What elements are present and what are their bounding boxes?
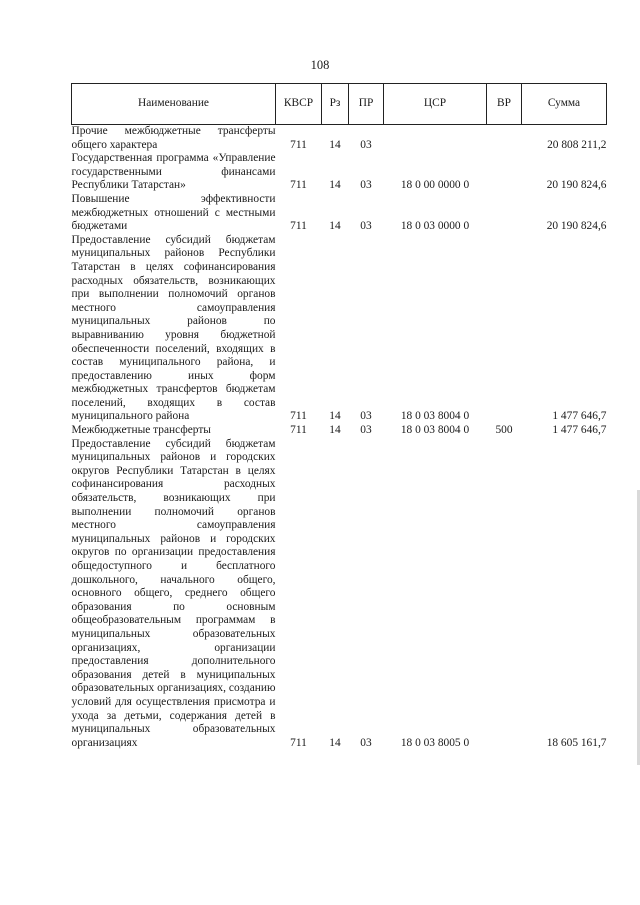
table-row: [72, 234, 607, 424]
row-name: Предоставление субсидий бюджетам муниципальных районов Республики Татарстан в целях софинансирования расходных обязательств, возникающих при выполнении полномочий органов местного самоуправления муниципальных районов по выравниванию уровня бюджетной обеспеченности поселений, входящих в состав муниципального района, и предоставлению иных форм межбюджетных трансфертов бюджетам поселений, входящих в состав муниципального района: [71, 233, 276, 423]
table-row: [72, 193, 607, 234]
row-kvsr: 711: [290, 736, 307, 749]
row-kvsr: 711: [290, 220, 307, 233]
table-row: [72, 152, 607, 193]
row-sum: 1 477 646,7: [552, 410, 607, 423]
row-pr: 03: [360, 220, 372, 233]
row-vr: [487, 152, 522, 193]
header-rz: Рз: [322, 84, 349, 125]
row-csr: [384, 125, 487, 153]
row-rz: 14: [329, 424, 341, 437]
table-row: [72, 438, 607, 751]
row-name: Прочие межбюджетные трансферты общего характера: [71, 125, 276, 151]
table-header: [72, 84, 607, 125]
row-pr: 03: [360, 138, 372, 151]
row-sum: 20 190 824,6: [546, 220, 607, 233]
row-pr: 03: [360, 424, 372, 437]
budget-table: [71, 83, 607, 750]
header-pr: ПР: [349, 84, 384, 125]
row-csr: 18 0 03 8004 0: [400, 410, 470, 423]
row-csr: 18 0 03 8004 0: [400, 424, 470, 437]
row-name: Предоставление субсидий бюджетам муниципальных районов и городских округов Республики Татарстан в целях софинансирования расходных обязательств, возникающих при выполнении полномочий органов местного самоуправления муниципальных районов и городских округов по организации предоставления общедоступного и бесплатного дошкольного, начального общего, основного общего, среднего общего образования по основным общеобразовательным программам в муниципальных образовательных организациях, организации предоставления дополнительного образования детей в муниципальных образовательных организациях, созданию условий для осуществления присмотра и ухода за детьми, содержания детей в муниципальных образовательных организациях: [71, 437, 276, 749]
table-row: [72, 424, 607, 438]
header-vr: ВР: [487, 84, 522, 125]
row-vr: [487, 234, 522, 424]
row-pr: 03: [360, 179, 372, 192]
row-vr: 500: [495, 424, 513, 437]
header-csr: ЦСР: [384, 84, 487, 125]
row-kvsr: 711: [290, 424, 307, 437]
row-rz: 14: [329, 410, 341, 423]
row-vr: [487, 193, 522, 234]
row-kvsr: 711: [290, 179, 307, 192]
row-rz: 14: [329, 179, 341, 192]
row-kvsr: 711: [290, 410, 307, 423]
row-rz: 14: [329, 138, 341, 151]
row-csr: 18 0 03 0000 0: [400, 220, 470, 233]
row-name: Повышение эффективности межбюджетных отношений с местными бюджетами: [71, 192, 276, 233]
row-rz: 14: [329, 220, 341, 233]
row-sum: 20 808 211,2: [547, 138, 607, 151]
row-csr: 18 0 03 8005 0: [400, 736, 470, 749]
table-row: [72, 125, 607, 153]
page-number: 108: [310, 58, 330, 72]
row-sum: 18 605 161,7: [546, 736, 607, 749]
row-csr: 18 0 00 0000 0: [400, 179, 470, 192]
row-vr: [487, 438, 522, 751]
row-name: Межбюджетные трансферты: [71, 424, 211, 437]
header-kvsr: КВСР: [276, 84, 322, 125]
row-sum: 20 190 824,6: [546, 179, 607, 192]
row-name: Государственная программа «Управление государственными финансами Республики Татарстан»: [71, 152, 276, 192]
row-rz: 14: [329, 736, 341, 749]
header-sum: Сумма: [522, 84, 607, 125]
header-name: Наименование: [72, 84, 276, 125]
row-sum: 1 477 646,7: [552, 424, 607, 437]
row-pr: 03: [360, 736, 372, 749]
row-vr: [487, 125, 522, 153]
row-kvsr: 711: [290, 138, 307, 151]
row-pr: 03: [360, 410, 372, 423]
